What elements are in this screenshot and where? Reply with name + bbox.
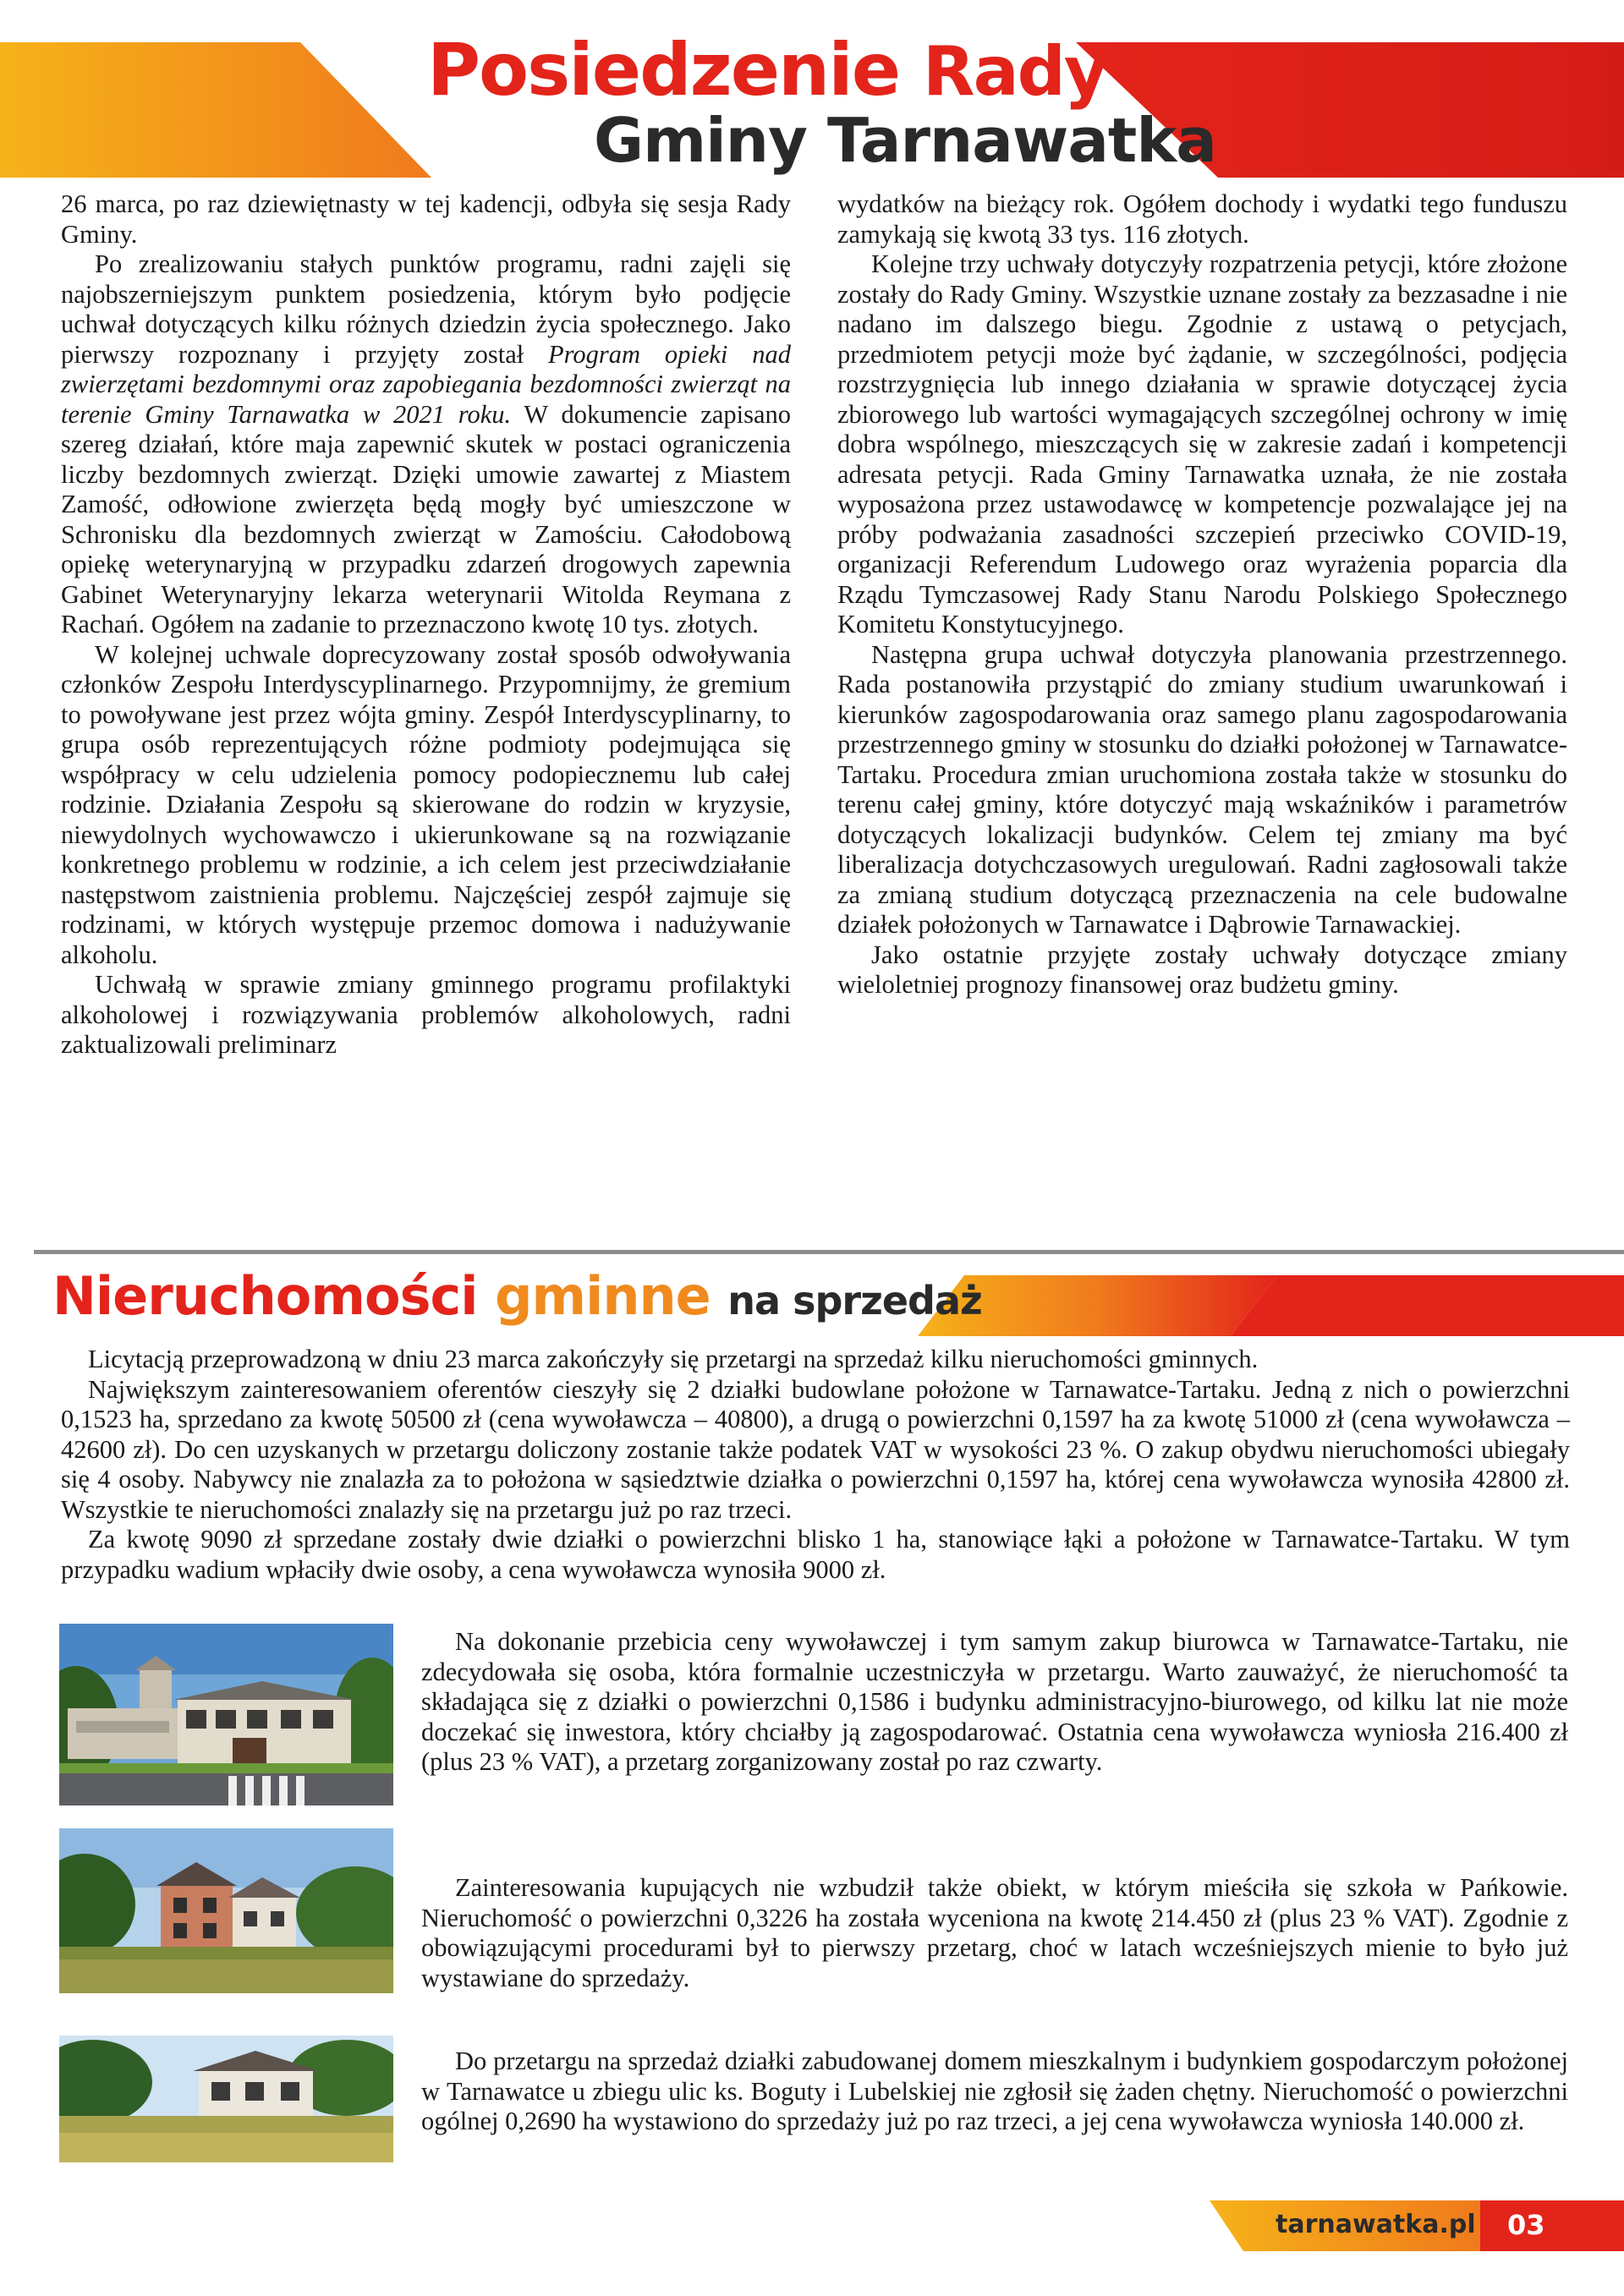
article-title-line2: Gminy Tarnawatka bbox=[594, 105, 1216, 176]
paragraph: Licytacją przeprowadzoną w dniu 23 marca zakończyły się przetargi na sprzedaż kilku nieruchomości gminnych. bbox=[88, 1345, 1259, 1373]
section-title bbox=[52, 1265, 982, 1327]
school-building-photo bbox=[59, 1828, 393, 1993]
footer-website: tarnawatka.pl bbox=[1276, 2210, 1476, 2239]
article-column-1 bbox=[61, 189, 791, 1060]
paragraph-text: Po zrealizowaniu stałych punktów programu, radni zajęli się najobszerniejszym punktem posiedzenia, którym było podjęcie uchwał dotyczących kilku różnych dziedzin życia społecznego. Jako pierwszy rozpoznany i przyjęty został bbox=[61, 249, 791, 369]
paragraph: W kolejnej uchwale doprecyzowany został sposób odwoływania członków Zespołu Interdyscyplinarnego. Przypomnijmy, że gremium to powoływane jest przez wójta gminy. Zespół Interdyscyplinarny, to grupa osób reprezentujących różne podmioty podejmująca się współpracy w celu udzielenia pomocy podopiecznemu lub całej rodzinie. Działania Zespołu są skierowane do rodzin w kryzysie, niewydolnych wychowawczo i ukierunkowane są na rozwiązanie konkretnego problemu w rodzinie, a ich celem jest przeciwdziałanie następstwom zaistnienia problemu. Najczęściej zespół zajmuje się rodzinami, w których występuje przemoc domowa i nadużywanie alkoholu. bbox=[61, 639, 791, 969]
paragraph: Jako ostatnie przyjęte zostały uchwały dotyczące zmiany wieloletniej prognozy finansowej oraz budżetu gminy. bbox=[837, 940, 1567, 999]
title-word-nieruchomosci: Nieruchomości bbox=[52, 1265, 478, 1327]
property-3-description bbox=[421, 2047, 1568, 2137]
section-divider bbox=[34, 1250, 1624, 1254]
paragraph: Do przetargu na sprzedaż działki zabudowanej domem mieszkalnym i budynkiem gospodarczym położonej w Tarnawatce u zbiegu ulic ks. Boguty i Lubelskiej nie zgłosił się żaden chętny. Nieruchomość o powierzchni ogólnej 0,2690 ha wystawiono do sprzedaży już po raz trzeci, a jej cena wywoławcza wyniosła 140.000 zł. bbox=[421, 2047, 1568, 2135]
article-title-line1 bbox=[427, 28, 1107, 112]
paragraph: 26 marca, po raz dziewiętnasty w tej kadencji, odbyła się sesja Rady Gminy. bbox=[61, 189, 791, 249]
property-1-description bbox=[421, 1627, 1568, 1778]
paragraph: Kolejne trzy uchwały dotyczyły rozpatrzenia petycji, które złożone zostały do Rady Gminy. Wszystkie uznane zostały za bezzasadne i nie nadano im dalszego biegu. Zgodnie z ustawą o petycjach, przedmiotem petycji może być żądanie, w szczególności, podjęcia rozstrzygnięcia lub innego działania w sprawie dotyczącej życia zbiorowego lub wartości wymagających szczególnej ochrony w imię dobra wspólnego, mieszczących się w zakresie zadań i kompetencji adresata petycji. Rada Gminy Tarnawatka uznała, że nie została wyposażona przez ustawodawcę w kompetencje pozwalające jej na próby podważania zasadności szczepień przeciwko COVID-19, organizacji Referendum Ludowego oraz wyrażenia poparcia dla Rządu Tymczasowej Rady Stanu Narodu Polskiego Społecznego Komitetu Konstytucyjnego. bbox=[837, 249, 1567, 638]
title-word-gminne: gminne bbox=[495, 1265, 710, 1327]
paragraph-text: W dokumencie zapisano szereg działań, które maja zapewnić skutek w postaci ograniczenia liczby bezdomnych zwierząt. Dzięki umowie zawartej z Miastem Zamość, odłowione zwierzęta będą mogły być umieszczone w Schronisku dla bezdomnych zwierząt w Zamościu. Całodobową opiekę weterynaryjną w przypadku zdarzeń drogowych zapewnia Gabinet Weterynaryjny lekarza weterynarii Witolda Reymana z Rachań. Ogółem na zadanie to przeznaczono kwotę 10 tys. złotych. bbox=[61, 399, 791, 638]
page-number: 03 bbox=[1507, 2209, 1545, 2241]
paragraph: wydatków na bieżący rok. Ogółem dochody i wydatki tego funduszu zamykają się kwotą 33 tys. 116 złotych. bbox=[837, 189, 1567, 249]
title-word-posiedzenie: Posiedzenie bbox=[427, 28, 900, 112]
title-word-rady: Rady bbox=[923, 32, 1107, 111]
program-title: Program opieki nad zwierzętami bezdomnymi oraz zapobiegania bezdomności zwierząt na terenie Gminy Tarnawatka w 2021 roku. bbox=[61, 339, 791, 429]
house-photo bbox=[59, 2036, 393, 2162]
article-column-2 bbox=[837, 189, 1567, 1000]
paragraph: Następna grupa uchwał dotyczyła planowania przestrzennego. Rada postanowiła przystąpić do zmiany studium uwarunkowań i kierunków zagospodarowania oraz samego planu zagospodarowania przestrzennego gminy w stosunku do działki położonej w Tarnawatce-Tartaku. Procedura zmian uruchomiona została także w stosunku do terenu całej gminy, które dotyczyć mają wskaźników i parametrów dotyczących lokalizacji budynków. Celem tej zmiany ma być liberalizacja dotychczasowych uregulowań. Radni zagłosowali także za zmianą studium dotyczącą przeznaczenia na cele budowalne działek położonych w Tarnawatce i Dąbrowie Tarnawackiej. bbox=[837, 639, 1567, 939]
paragraph: Uchwałą w sprawie zmiany gminnego programu profilaktyki alkoholowej i rozwiązywania problemów alkoholowych, radni zaktualizowali preliminarz bbox=[61, 970, 791, 1059]
paragraph: Największym zainteresowaniem oferentów cieszyły się 2 działki budowlane położone w Tarnawatce-Tartaku. Jedną z nich o powierzchni 0,1523 ha, sprzedano za kwotę 50500 zł (cena wywoławcza – 40800), a drugą o powierzchni 0,1597 ha za kwotę 51000 zł (cena wywoławcza – 42600 zł). Do cen uzyskanych w przetargu doliczony zostanie także podatek VAT w wysokości 23 %. O zakup obydwu nieruchomości ubiegały się 4 osoby. Nabywcy nie znalazła za to położona w sąsiedztwie działka o powierzchni 0,1597 ha, której cena wywoławcza wynosiła 42800 zł. Wszystkie te nieruchomości znalazły się na przetargu już po raz trzeci. bbox=[61, 1374, 1570, 1524]
section2-intro bbox=[61, 1345, 1570, 1585]
paragraph: Za kwotę 9090 zł sprzedane zostały dwie działki o powierzchni blisko 1 ha, stanowiące łąki a położone w Tarnawatce-Tartaku. W tym przypadku wadium wpłaciły dwie osoby, a cena wywoławcza wynosiła 9000 zł. bbox=[61, 1525, 1570, 1584]
paragraph bbox=[61, 249, 791, 640]
office-building-photo bbox=[59, 1624, 393, 1806]
paragraph: Na dokonanie przebicia ceny wywoławczej i tym samym zakup biurowca w Tarnawatce-Tartaku, nie zdecydowała się osoba, która formalnie uczestniczyła w przetargu. Warto zauważyć, że nieruchomość ta składająca się z działki o powierzchni 0,1586 i budynku administracyjno-biurowego, od kilku lat nie może doczekać się inwestora, który chciałby ją zagospodarować. Ostatnia cena wywoławcza wyniosła 216.400 zł (plus 23 % VAT), a przetarg zorganizowany został po raz czwarty. bbox=[421, 1627, 1568, 1776]
title-word-na-sprzedaz: na sprzedaż bbox=[727, 1278, 982, 1323]
paragraph: Zainteresowania kupujących nie wzbudził także obiekt, w którym mieściła się szkoła w Pańkowie. Nieruchomość o powierzchni 0,3226 ha została wyceniona na kwotę 214.450 zł (plus 23 % VAT). Zgodnie z obowiązującymi procedurami był to pierwszy przetarg, choć w latach wcześniejszych mienie to było już wystawiane do sprzedaży. bbox=[421, 1873, 1568, 1992]
property-2-description bbox=[421, 1873, 1568, 1993]
